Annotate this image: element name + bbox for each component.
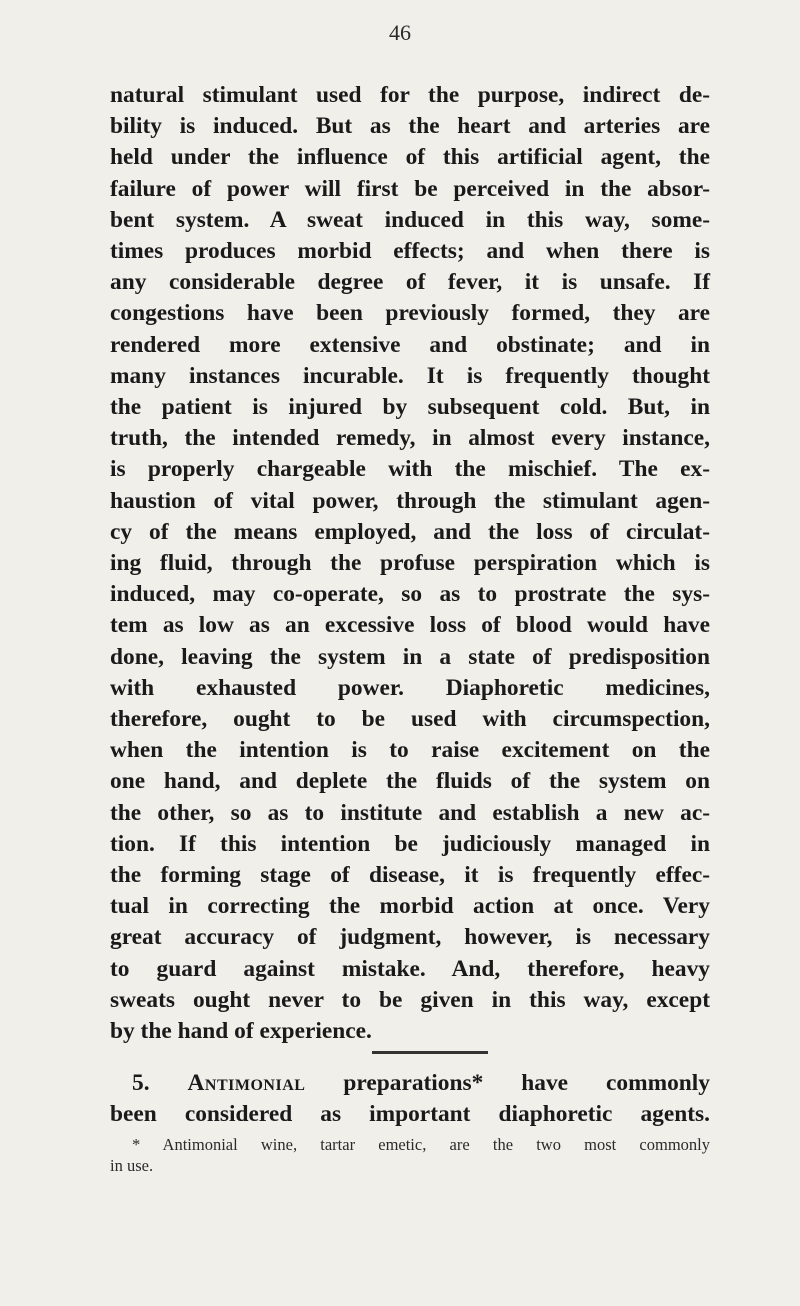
text-line: ing fluid, through the profuse perspiration which is <box>110 550 710 577</box>
text-line: natural stimulant used for the purpose, indirect de- <box>110 82 710 108</box>
footnote-line: in use. <box>110 1156 154 1175</box>
text-line: to guard against mistake. And, therefore, heavy <box>110 955 710 982</box>
footnote <box>110 1134 710 1176</box>
footnote-line: * Antimonial wine, tartar emetic, are the two most commonly <box>132 1135 710 1154</box>
text-line: failure of power will first be perceived in the absor- <box>110 175 710 202</box>
text-line: by the hand of experience. <box>110 1018 372 1045</box>
text-line: held under the influence of this artificial agent, the <box>110 144 710 171</box>
section-second-line: been considered as important diaphoretic agents. <box>110 1101 710 1128</box>
text-line: induced, may co-operate, so as to prostrate the sys- <box>110 581 710 608</box>
text-line: tual in correcting the morbid action at once. Very <box>110 893 710 920</box>
text-line: with exhausted power. Diaphoretic medicines, <box>110 674 710 701</box>
main-paragraph <box>110 80 710 1047</box>
text-line: when the intention is to raise excitement on the <box>110 737 710 764</box>
text-line: truth, the intended remedy, in almost every instance, <box>110 425 710 452</box>
section-number: 5. <box>132 1070 150 1096</box>
text-line: haustion of vital power, through the stimulant agen- <box>110 487 710 514</box>
text-line: many instances incurable. It is frequently thought <box>110 362 710 389</box>
section-heading: Antimonial <box>187 1070 306 1096</box>
text-line: times produces morbid effects; and when there is <box>110 238 710 265</box>
section-text: preparations* have commonly <box>343 1070 710 1096</box>
text-line: rendered more extensive and obstinate; and in <box>110 331 710 358</box>
text-line: bent system. A sweat induced in this way, some- <box>110 206 710 233</box>
section-first-line <box>110 1068 710 1099</box>
text-line: great accuracy of judgment, however, is necessary <box>110 924 710 951</box>
text-line: bility is induced. But as the heart and arteries are <box>110 113 710 140</box>
section-antimonial <box>110 1068 710 1130</box>
page-number: 46 <box>389 20 411 45</box>
text-line: any considerable degree of fever, it is unsafe. If <box>110 269 710 296</box>
text-line: tion. If this intention be judiciously managed in <box>110 830 710 857</box>
text-line: cy of the means employed, and the loss of circulat- <box>110 518 710 545</box>
text-line: congestions have been previously formed, they are <box>110 300 710 327</box>
text-line: therefore, ought to be used with circumspection, <box>110 706 710 733</box>
text-line: the other, so as to institute and establish a new ac- <box>110 799 710 826</box>
text-line: one hand, and deplete the fluids of the system on <box>110 768 710 795</box>
text-line: tem as low as an excessive loss of blood would have <box>110 612 710 639</box>
text-line: the patient is injured by subsequent cold. But, in <box>110 394 710 421</box>
text-line: is properly chargeable with the mischief. The ex- <box>110 456 710 483</box>
section-divider <box>372 1051 488 1054</box>
text-line: the forming stage of disease, it is frequently effec- <box>110 862 710 889</box>
text-line: sweats ought never to be given in this way, except <box>110 986 710 1013</box>
text-line: done, leaving the system in a state of predisposition <box>110 643 710 670</box>
